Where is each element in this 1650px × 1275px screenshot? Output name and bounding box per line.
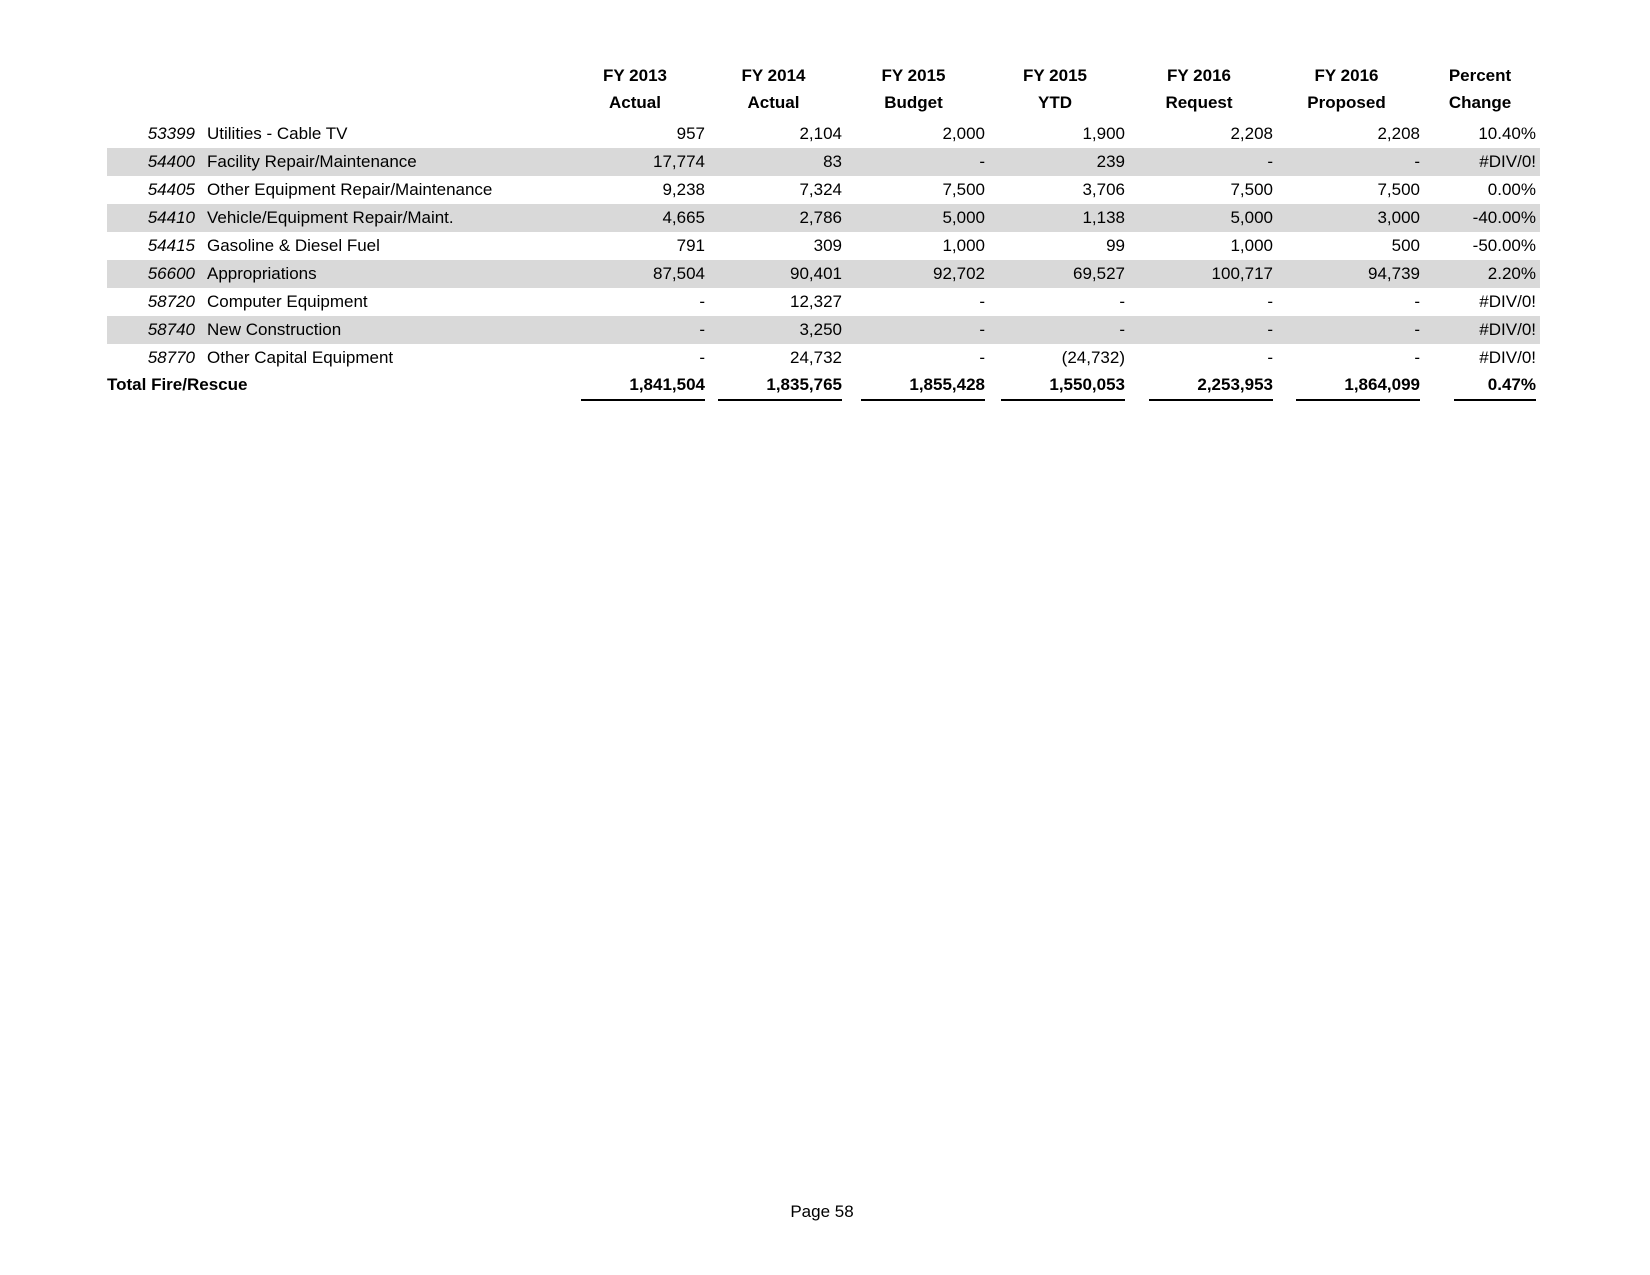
table-row xyxy=(107,120,1540,148)
cell-fy2016-request: 7,500 xyxy=(1230,180,1273,199)
cell-fy2016-request: 5,000 xyxy=(1125,204,1273,232)
cell-fy2015-budget: 7,500 xyxy=(942,180,985,199)
cell-fy2013-actual: 17,774 xyxy=(565,148,705,176)
cell-fy2015-ytd: 1,900 xyxy=(1082,124,1125,143)
cell-percent-change: #DIV/0! xyxy=(1420,316,1540,344)
cell-fy2015-budget: - xyxy=(979,292,985,311)
total-value: 1,550,053 xyxy=(1001,375,1125,401)
table-row xyxy=(107,344,1540,372)
total-value: 2,253,953 xyxy=(1149,375,1273,401)
column-header-fy2016-proposed xyxy=(1273,62,1420,120)
cell-fy2014-actual: 3,250 xyxy=(705,316,842,344)
total-value: 1,841,504 xyxy=(581,375,705,401)
cell-fy2015-ytd: - xyxy=(985,316,1125,344)
cell-fy2015-ytd: (24,732) xyxy=(1061,348,1125,367)
cell-fy2016-request: - xyxy=(1267,348,1273,367)
column-header-account xyxy=(107,62,207,120)
cell-fy2013-actual: 957 xyxy=(676,124,705,143)
total-value: 0.47% xyxy=(1454,375,1536,401)
cell-fy2016-proposed: - xyxy=(1273,316,1420,344)
account-code: 58740 xyxy=(107,316,207,344)
cell-fy2013-actual: - xyxy=(699,348,705,367)
total-row xyxy=(107,372,1540,408)
cell-fy2014-actual: 2,786 xyxy=(705,204,842,232)
column-header-fy2015-budget xyxy=(842,62,985,120)
header-line1: FY 2016 xyxy=(1314,66,1379,85)
page-number: Page 58 xyxy=(790,1202,854,1221)
account-code: 58770 xyxy=(147,348,195,367)
account-description: Other Equipment Repair/Maintenance xyxy=(207,180,493,199)
account-description: Facility Repair/Maintenance xyxy=(207,148,565,176)
cell-fy2016-proposed: 2,208 xyxy=(1377,124,1420,143)
total-fy2016-proposed xyxy=(1273,372,1420,408)
account-description: Computer Equipment xyxy=(207,292,368,311)
total-fy2014-actual xyxy=(705,372,842,408)
cell-fy2015-budget: - xyxy=(842,316,985,344)
account-description: Vehicle/Equipment Repair/Maint. xyxy=(207,204,565,232)
cell-percent-change: #DIV/0! xyxy=(1479,292,1536,311)
header-line2: Budget xyxy=(884,93,943,112)
column-header-fy2015-ytd xyxy=(985,62,1125,120)
column-header-description xyxy=(207,62,565,120)
total-fy2015-ytd xyxy=(985,372,1125,408)
account-code: 54415 xyxy=(147,236,195,255)
cell-fy2016-request: - xyxy=(1125,316,1273,344)
column-header-fy2016-request xyxy=(1125,62,1273,120)
cell-fy2016-proposed: 3,000 xyxy=(1273,204,1420,232)
table-row xyxy=(107,260,1540,288)
account-code: 54405 xyxy=(147,180,195,199)
cell-fy2014-actual: 83 xyxy=(705,148,842,176)
header-line1: FY 2015 xyxy=(881,66,946,85)
table-row xyxy=(107,204,1540,232)
header-line2: YTD xyxy=(1038,93,1072,112)
account-code: 54400 xyxy=(107,148,207,176)
cell-fy2013-actual: - xyxy=(699,292,705,311)
total-fy2013-actual xyxy=(565,372,705,408)
cell-fy2015-ytd: 99 xyxy=(1106,236,1125,255)
cell-fy2016-request: 1,000 xyxy=(1230,236,1273,255)
cell-fy2013-actual: 87,504 xyxy=(565,260,705,288)
header-row xyxy=(107,62,1540,120)
cell-fy2016-request: - xyxy=(1125,148,1273,176)
header-line2: Actual xyxy=(609,93,661,112)
account-code: 54410 xyxy=(107,204,207,232)
header-line1: Percent xyxy=(1448,66,1512,85)
cell-fy2014-actual: 90,401 xyxy=(705,260,842,288)
cell-fy2015-budget: 92,702 xyxy=(842,260,985,288)
cell-percent-change: 0.00% xyxy=(1487,180,1536,199)
cell-fy2015-ytd: 239 xyxy=(985,148,1125,176)
cell-fy2015-ytd: 1,138 xyxy=(985,204,1125,232)
account-description: Utilities - Cable TV xyxy=(207,124,348,143)
table-row xyxy=(107,232,1540,260)
cell-percent-change: -40.00% xyxy=(1420,204,1540,232)
account-description: New Construction xyxy=(207,316,565,344)
table-row xyxy=(107,316,1540,344)
column-header-fy2013-actual xyxy=(565,62,705,120)
column-header-percent-change xyxy=(1420,62,1540,120)
cell-fy2013-actual: 791 xyxy=(676,236,705,255)
cell-fy2016-proposed: - xyxy=(1414,292,1420,311)
cell-fy2016-request: 2,208 xyxy=(1230,124,1273,143)
cell-fy2015-budget: 5,000 xyxy=(842,204,985,232)
cell-fy2015-ytd: 3,706 xyxy=(1082,180,1125,199)
cell-fy2014-actual: 7,324 xyxy=(799,180,842,199)
total-value: 1,855,428 xyxy=(861,375,985,401)
cell-percent-change: -50.00% xyxy=(1472,236,1536,255)
account-description: Other Capital Equipment xyxy=(207,348,394,367)
total-fy2015-budget xyxy=(842,372,985,408)
header-line2: Proposed xyxy=(1307,93,1386,112)
account-description: Appropriations xyxy=(207,260,565,288)
cell-fy2013-actual: 9,238 xyxy=(662,180,705,199)
cell-fy2013-actual: - xyxy=(565,316,705,344)
cell-percent-change: 2.20% xyxy=(1420,260,1540,288)
cell-fy2015-budget: - xyxy=(842,148,985,176)
table-row xyxy=(107,148,1540,176)
header-line2: Request xyxy=(1165,93,1233,112)
cell-fy2016-proposed: 7,500 xyxy=(1377,180,1420,199)
cell-fy2014-actual: 12,327 xyxy=(790,292,842,311)
cell-fy2015-ytd: 69,527 xyxy=(985,260,1125,288)
cell-fy2015-budget: 2,000 xyxy=(942,124,985,143)
total-fy2016-request xyxy=(1125,372,1273,408)
cell-fy2015-ytd: - xyxy=(1119,292,1125,311)
account-description: Gasoline & Diesel Fuel xyxy=(207,236,380,255)
header-line1: FY 2014 xyxy=(741,66,806,85)
cell-fy2016-request: 100,717 xyxy=(1125,260,1273,288)
column-header-fy2014-actual xyxy=(705,62,842,120)
cell-fy2016-proposed: - xyxy=(1273,148,1420,176)
cell-fy2016-request: - xyxy=(1267,292,1273,311)
cell-fy2016-proposed: - xyxy=(1414,348,1420,367)
header-line2: Actual xyxy=(747,93,800,112)
cell-fy2016-proposed: 94,739 xyxy=(1273,260,1420,288)
total-value: 1,864,099 xyxy=(1296,375,1420,401)
cell-fy2014-actual: 2,104 xyxy=(799,124,842,143)
budget-table xyxy=(107,62,1540,408)
account-code: 58720 xyxy=(147,292,195,311)
account-code: 53399 xyxy=(147,124,195,143)
cell-percent-change: #DIV/0! xyxy=(1479,348,1536,367)
cell-fy2015-budget: 1,000 xyxy=(942,236,985,255)
header-line1: FY 2013 xyxy=(603,66,667,85)
header-line1: FY 2016 xyxy=(1167,66,1231,85)
account-code: 56600 xyxy=(107,260,207,288)
header-line1: FY 2015 xyxy=(1023,66,1087,85)
cell-percent-change: #DIV/0! xyxy=(1420,148,1540,176)
header-line2: Change xyxy=(1448,93,1512,112)
table-row xyxy=(107,176,1540,204)
cell-fy2014-actual: 309 xyxy=(813,236,842,255)
total-percent-change xyxy=(1420,372,1540,408)
cell-fy2013-actual: 4,665 xyxy=(565,204,705,232)
cell-percent-change: 10.40% xyxy=(1478,124,1536,143)
cell-fy2015-budget: - xyxy=(979,348,985,367)
cell-fy2014-actual: 24,732 xyxy=(790,348,842,367)
total-label: Total Fire/Rescue xyxy=(107,375,248,394)
table-row xyxy=(107,288,1540,316)
cell-fy2016-proposed: 500 xyxy=(1391,236,1420,255)
total-value: 1,835,765 xyxy=(718,375,842,401)
